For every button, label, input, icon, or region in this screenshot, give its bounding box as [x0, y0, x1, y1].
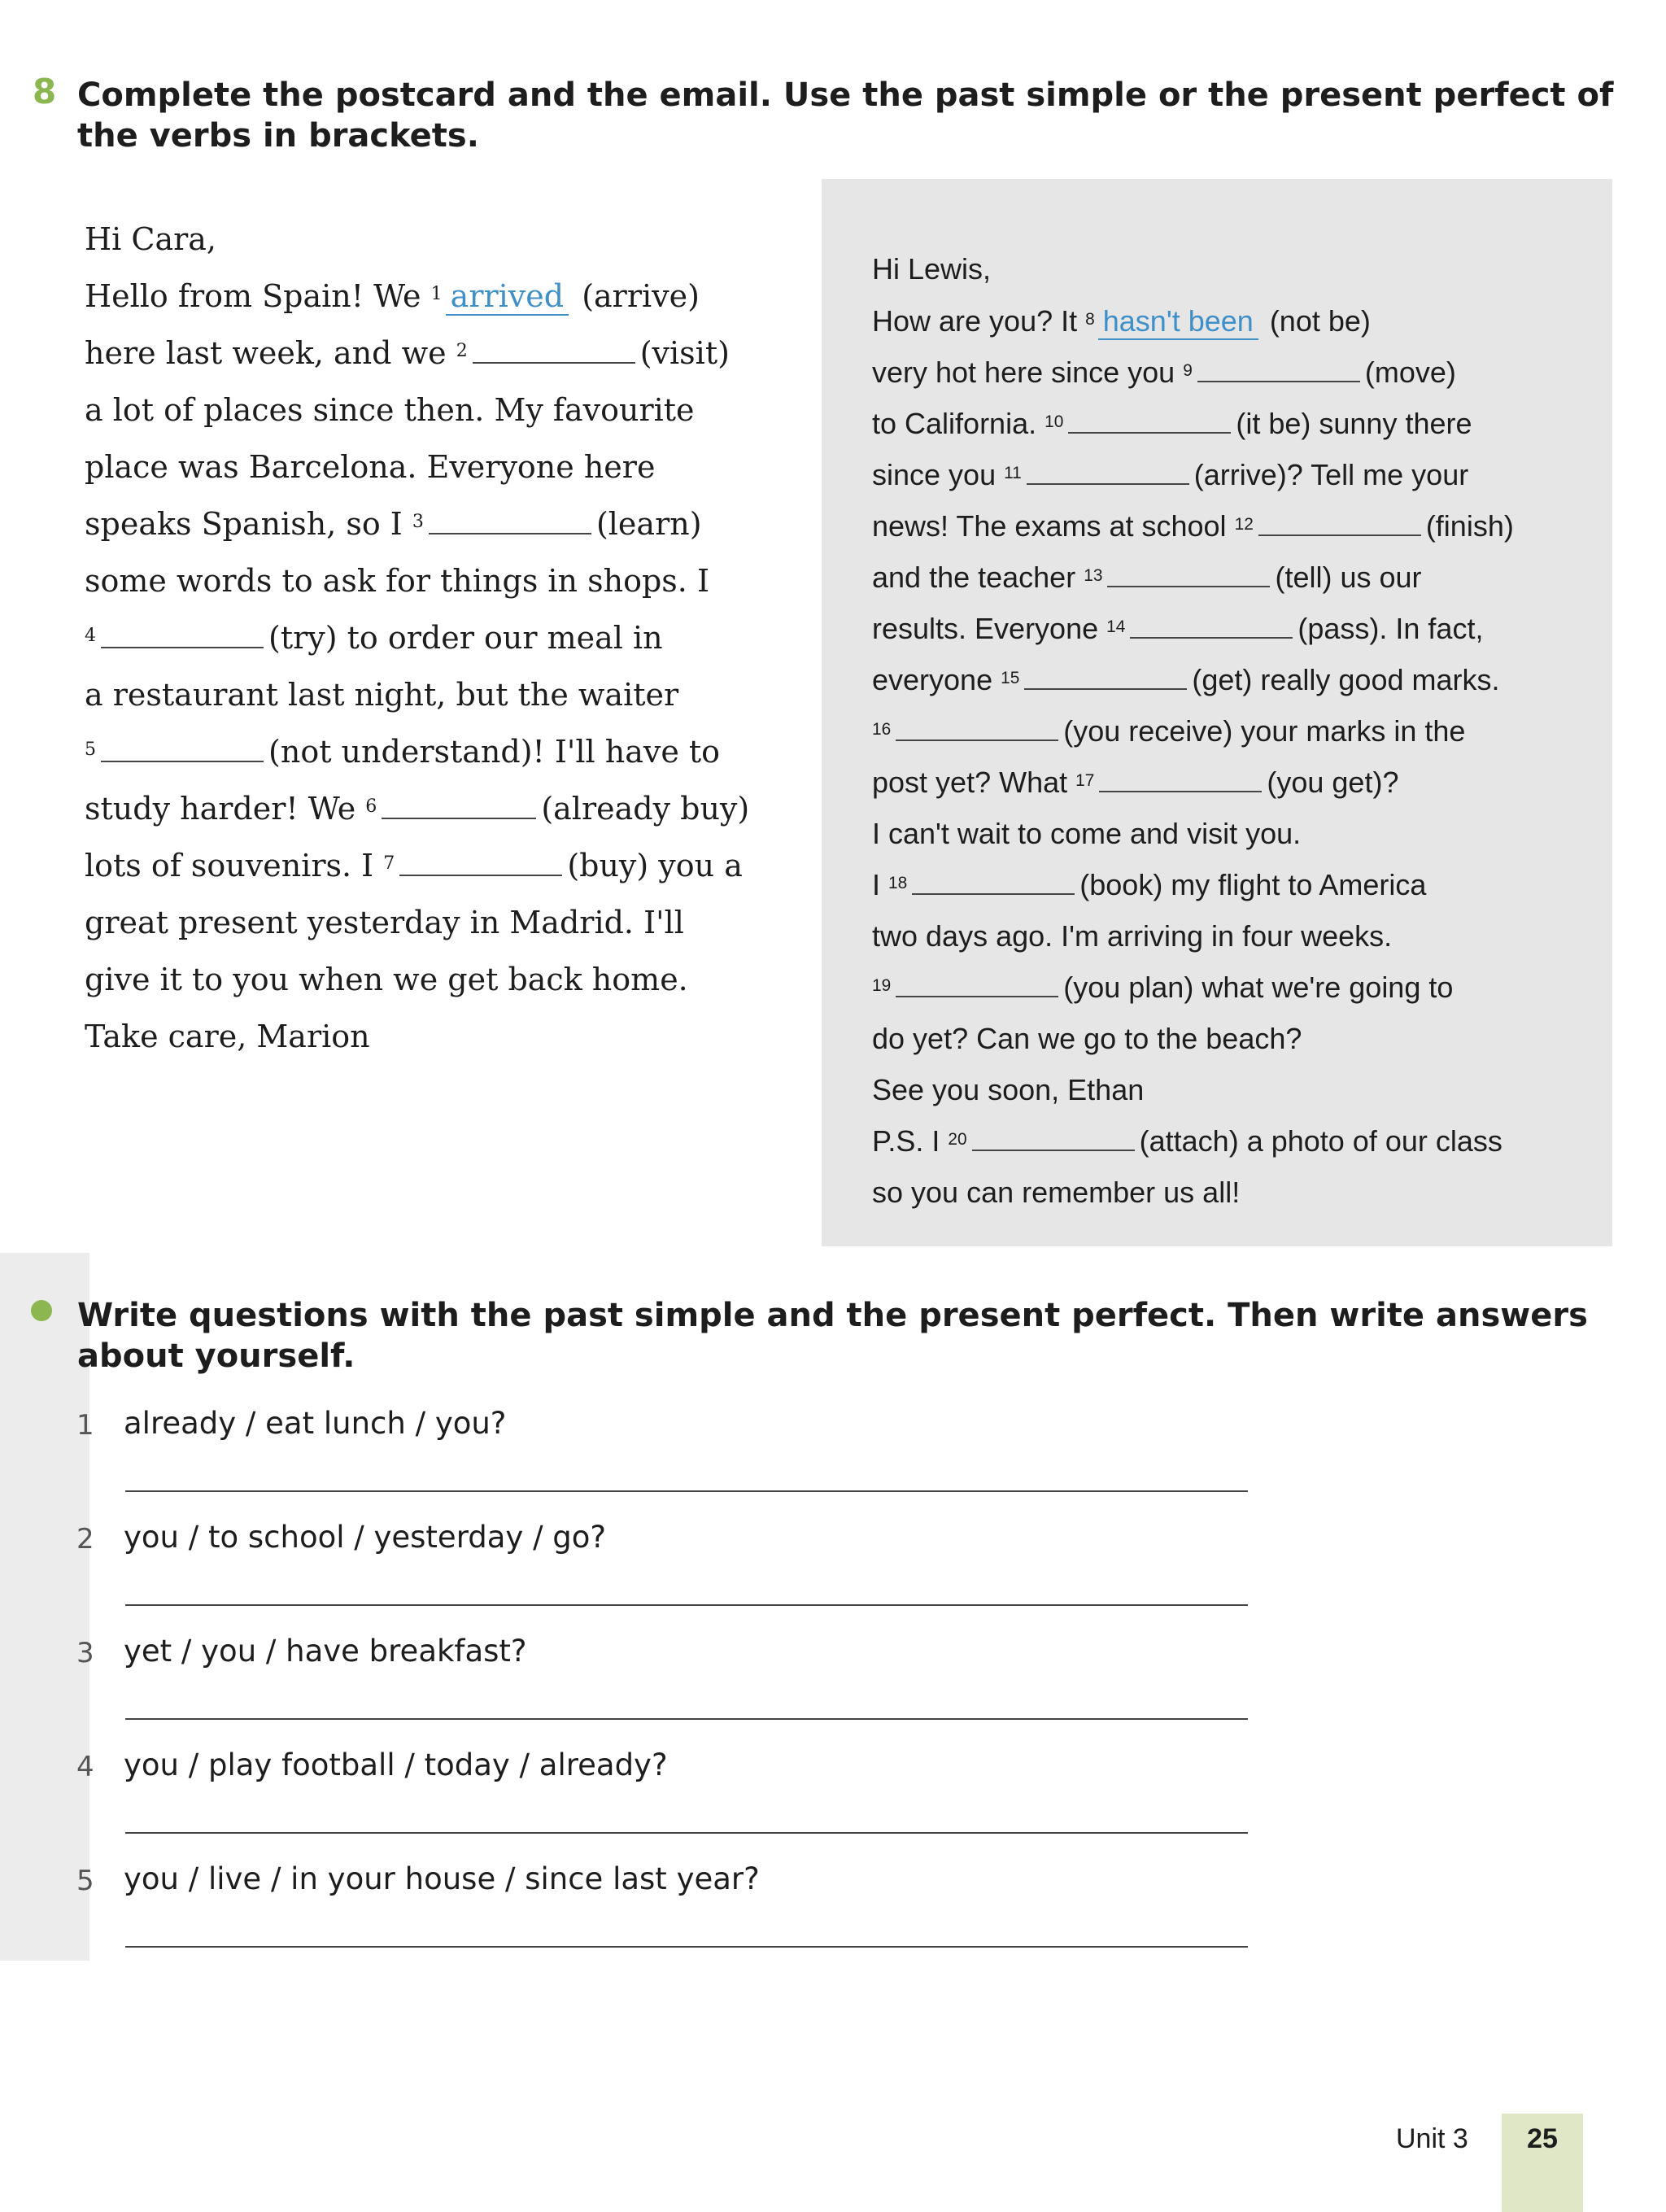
email-text: since you: [872, 458, 997, 491]
postcard-greeting: Hi Cara,: [85, 221, 217, 257]
email-line-5: [872, 509, 1514, 543]
postcard-line-8: a restaurant last night, but the waiter: [85, 677, 679, 713]
answer-gap-12[interactable]: [1258, 534, 1421, 536]
answer-line-2[interactable]: [125, 1604, 1248, 1606]
gap-number-20: 20: [948, 1129, 967, 1149]
email-line-12: [872, 868, 1426, 902]
question-prompt: already / eat lunch / you?: [124, 1406, 507, 1441]
answer-gap-2[interactable]: [473, 361, 635, 364]
answer-line-5[interactable]: [125, 1946, 1248, 1948]
email-line-17: [872, 1124, 1502, 1158]
email-line-7: [872, 612, 1483, 646]
postcard-line-4: place was Barcelona. Everyone here: [85, 449, 656, 485]
gap-number-12: 12: [1234, 514, 1254, 534]
gap-number-15: 15: [1001, 668, 1020, 687]
answer-gap-11[interactable]: [1027, 482, 1189, 485]
email-line-18: so you can remember us all!: [872, 1176, 1241, 1209]
gap-number-7: 7: [383, 853, 395, 875]
postcard-line-12: great present yesterday in Madrid. I'll: [85, 905, 684, 940]
question-number: 4: [76, 1751, 94, 1783]
email-greeting: Hi Lewis,: [872, 252, 992, 286]
email-text: (move): [1364, 356, 1456, 389]
postcard-line-7: [85, 620, 663, 656]
answer-gap-7[interactable]: [399, 874, 562, 876]
postcard-line-2: [85, 335, 730, 371]
gap-number-2: 2: [456, 341, 468, 362]
postcard-line-14: Take care, Marion: [85, 1019, 370, 1054]
gap-number-13: 13: [1084, 565, 1103, 585]
gap-number-5: 5: [85, 740, 97, 761]
postcard-text: (try) to order our meal in: [268, 620, 663, 656]
email-text: How are you? It: [872, 304, 1078, 338]
email-text: results. Everyone: [872, 612, 1099, 645]
question-number: 3: [76, 1637, 94, 1669]
gap-number-6: 6: [365, 796, 377, 818]
email-text: (not be): [1269, 304, 1371, 338]
unit-label: Unit 3: [1396, 2123, 1468, 2154]
postcard-text: (not understand)! I'll have to: [268, 734, 721, 770]
postcard-text: (already buy): [541, 791, 750, 827]
answer-line-3[interactable]: [125, 1718, 1248, 1720]
gap-number-1: 1: [430, 284, 443, 305]
email-text: (attach) a photo of our class: [1139, 1124, 1502, 1158]
postcard-line-10: [85, 791, 749, 827]
postcard-line-5: [85, 506, 702, 542]
answer-line-1[interactable]: [125, 1490, 1248, 1492]
gap-number-11: 11: [1004, 463, 1022, 482]
question-prompt: yet / you / have breakfast?: [124, 1634, 527, 1669]
email-text: and the teacher: [872, 561, 1076, 594]
email-text: (pass). In fact,: [1297, 612, 1484, 645]
page-number: 25: [1527, 2123, 1558, 2154]
gap-number-16: 16: [872, 719, 892, 739]
gap-number-8: 8: [1085, 309, 1095, 329]
email-text: (book) my flight to America: [1079, 868, 1427, 901]
question-prompt: you / play football / today / already?: [124, 1747, 668, 1782]
exercise-8-instruction-line2: the verbs in brackets.: [77, 117, 479, 155]
answer-8: hasn't been: [1102, 304, 1254, 338]
postcard-line-6: some words to ask for things in shops. I: [85, 563, 709, 599]
email-line-4: [872, 458, 1468, 492]
answer-gap-19[interactable]: [896, 995, 1058, 997]
email-line-8: [872, 663, 1500, 697]
email-text: (get) really good marks.: [1192, 663, 1500, 696]
page-edge-strip: [0, 1253, 89, 1961]
answer-gap-3[interactable]: [429, 532, 591, 534]
postcard-text: (buy) you a: [567, 848, 743, 883]
email-text: news! The exams at school: [872, 509, 1227, 543]
answer-gap-14[interactable]: [1130, 636, 1293, 639]
postcard-line-9: [85, 734, 720, 770]
exercise-9-instruction-line2: about yourself.: [77, 1337, 355, 1375]
postcard-line-13: give it to you when we get back home.: [85, 962, 688, 997]
postcard-text: (arrive): [582, 278, 700, 314]
gap-number-17: 17: [1075, 770, 1095, 790]
answer-gap-18[interactable]: [912, 892, 1075, 895]
gap-number-10: 10: [1045, 412, 1064, 431]
email-line-15: do yet? Can we go to the beach?: [872, 1022, 1302, 1055]
email-text: everyone: [872, 663, 993, 696]
exercise-8-number: 8: [33, 72, 57, 111]
gap-number-3: 3: [412, 512, 424, 533]
email-line-3: [872, 407, 1472, 441]
email-text: (it be) sunny there: [1236, 407, 1472, 440]
question-number: 2: [76, 1523, 94, 1555]
email-text: (you receive) your marks in the: [1063, 714, 1466, 748]
email-text: (you get)?: [1267, 766, 1399, 799]
postcard-text: (learn): [595, 506, 702, 542]
email-text: (finish): [1425, 509, 1514, 543]
exercise-9-instruction-line1: Write questions with the past simple and the present perfect. Then write answers: [77, 1297, 1588, 1334]
postcard-line-3: a lot of places since then. My favourite: [85, 392, 695, 428]
exercise-9-marker: [31, 1300, 52, 1321]
email-text: I: [872, 868, 881, 901]
email-text: very hot here since you: [872, 356, 1175, 389]
postcard-text: study harder! We: [85, 791, 356, 827]
email-text: (arrive)? Tell me your: [1193, 458, 1469, 491]
answer-gap-8[interactable]: [1098, 304, 1258, 340]
answer-gap-15[interactable]: [1024, 687, 1187, 690]
postcard-text: lots of souvenirs. I: [85, 848, 374, 883]
answer-gap-9[interactable]: [1197, 380, 1360, 382]
postcard-text: Hello from Spain! We: [85, 278, 421, 314]
gap-number-9: 9: [1183, 360, 1193, 380]
email-line-14: [872, 971, 1453, 1005]
email-line-9: [872, 714, 1465, 748]
email-text: to California.: [872, 407, 1037, 440]
gap-number-19: 19: [872, 975, 892, 995]
answer-gap-5[interactable]: [101, 760, 264, 762]
email-text: (tell) us our: [1275, 561, 1422, 594]
question-number: 1: [76, 1409, 94, 1442]
answer-gap-13[interactable]: [1107, 585, 1270, 587]
gap-number-14: 14: [1106, 617, 1126, 636]
answer-gap-16[interactable]: [896, 739, 1058, 741]
postcard-line-1: [85, 278, 700, 316]
answer-gap-17[interactable]: [1099, 790, 1262, 792]
postcard-line-11: [85, 848, 743, 883]
email-text: post yet? What: [872, 766, 1068, 799]
postcard-text: (visit): [639, 335, 730, 371]
answer-gap-4[interactable]: [101, 646, 264, 648]
answer-line-4[interactable]: [125, 1832, 1248, 1834]
answer-1: arrived: [450, 278, 565, 314]
email-line-13: two days ago. I'm arriving in four weeks.: [872, 919, 1393, 953]
email-text: P.S. I: [872, 1124, 940, 1158]
email-line-11: I can't wait to come and visit you.: [872, 817, 1302, 850]
email-line-10: [872, 766, 1398, 800]
email-line-2: [872, 356, 1456, 390]
answer-gap-1[interactable]: [446, 278, 569, 316]
postcard-text: speaks Spanish, so I: [85, 506, 403, 542]
answer-gap-10[interactable]: [1068, 431, 1231, 434]
email-line-1: [872, 304, 1371, 340]
exercise-8-instruction-line1: Complete the postcard and the email. Use the past simple or the present perfect of: [77, 76, 1614, 114]
email-line-16: See you soon, Ethan: [872, 1073, 1145, 1106]
gap-number-18: 18: [888, 873, 908, 892]
email-text: (you plan) what we're going to: [1063, 971, 1454, 1004]
answer-gap-6[interactable]: [382, 817, 536, 819]
question-prompt: you / to school / yesterday / go?: [124, 1520, 607, 1555]
question-prompt: you / live / in your house / since last year?: [124, 1861, 760, 1896]
email-line-6: [872, 561, 1422, 595]
question-number: 5: [76, 1865, 94, 1897]
gap-number-4: 4: [85, 626, 97, 647]
postcard-text: here last week, and we: [85, 335, 447, 371]
answer-gap-20[interactable]: [972, 1149, 1135, 1151]
